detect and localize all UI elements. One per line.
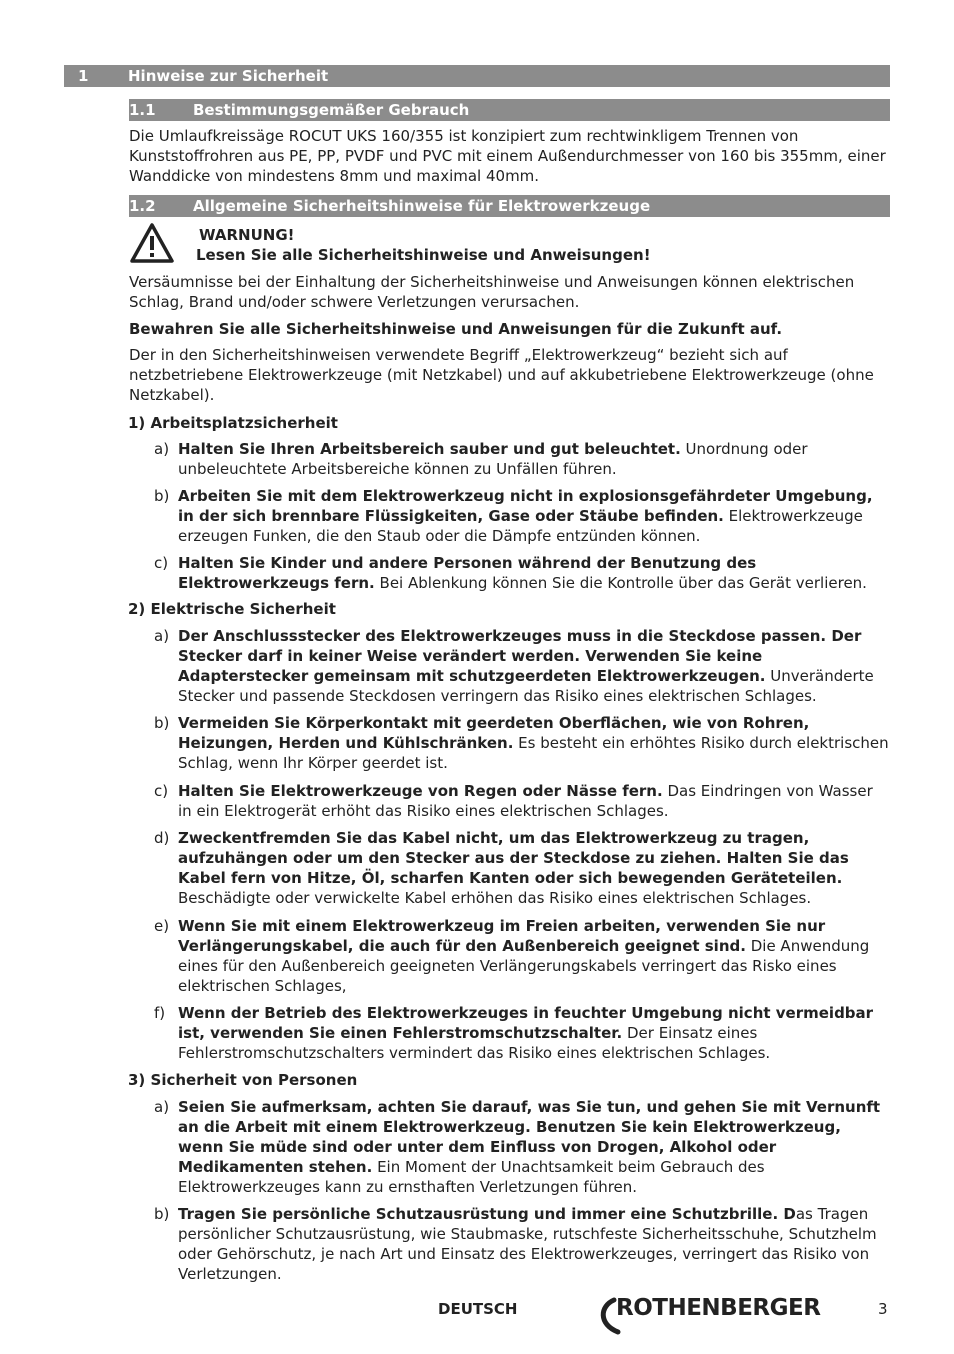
item-text: Unordnung oder unbeleuchtete Arbeitsbereiche können zu Unfällen führen. [178,440,808,478]
section-heading-1-1 [129,99,890,121]
group-heading-electrical: 2) Elektrische Sicherheit [128,600,336,618]
item-label: a) [154,627,170,645]
item-text: Bei Ablenkung können Sie die Kontrolle über das Gerät verlieren. [374,574,867,592]
footer-language: DEUTSCH [438,1300,518,1318]
group-heading-personal: 3) Sicherheit von Personen [128,1071,358,1089]
list-item [150,1097,890,1197]
item-label: d) [154,829,170,847]
warning-triangle-icon [129,222,175,264]
item-label: e) [154,917,170,935]
list-item [150,781,890,821]
item-bold: Tragen Sie persönliche Schutzausrüstung und immer eine Schutzbrille. D [178,1205,796,1223]
section-title: Bestimmungsgemäßer Gebrauch [193,101,470,119]
logo-wordmark: ROTHENBERGER [616,1295,821,1321]
definition-paragraph: Der in den Sicherheitshinweisen verwendete Begriff „Elektrowerkzeug“ bezieht sich auf netzbetriebene Elektrowerkzeuge (mit Netzkabel) und auf akkubetriebene Elektrowerkzeuge (ohne Netzkabel). [129,346,874,404]
section-heading-1-2 [129,195,890,217]
section-title: Hinweise zur Sicherheit [128,67,329,85]
item-text: as Tragen persönlicher Schutzausrüstung, wie Staubmaske, rutschfeste Sicherheitsschuhe, Schutzhelm oder Gehörschutz, je nach Art und Einsatz des Elektrowerkzeuges, verringert das Risiko von Verletzungen. [178,1205,877,1283]
item-label: b) [154,487,170,505]
section-number: 1.1 [129,101,156,119]
item-label: b) [154,1205,170,1223]
list-item [150,713,890,773]
section-number: 1.2 [129,197,156,215]
item-label: b) [154,714,170,732]
item-bold: Wenn der Betrieb des Elektrowerkzeuges in feuchter Umgebung nicht vermeidbar ist, verwenden Sie einen Fehlerstromschutzschalter. [178,1004,874,1042]
item-bold: Der Anschlussstecker des Elektrowerkzeuges muss in die Steckdose passen. Der Stecker darf in keiner Weise verändert werden. Verwenden Sie keine Adapterstecker gemeinsam mit schutzgeerdeten Elektrowerkzeugen. [178,627,862,685]
item-label: a) [154,1098,170,1116]
list-item [150,828,890,908]
item-bold: Seien Sie aufmerksam, achten Sie darauf, was Sie tun, und gehen Sie mit Vernunft an die Arbeit mit einem Elektrowerkzeug. Benutzen Sie kein Elektrowerkzeug, wenn Sie müde sind oder unter dem Einfluss von Drogen, Alkohol oder Medikamenten stehen. [178,1098,881,1176]
item-bold: Zweckentfremden Sie das Kabel nicht, um das Elektrowerkzeug zu tragen, aufzuhängen oder um den Stecker aus der Steckdose zu ziehen. Halten Sie das Kabel fern von Hitze, Öl, scharfen Kanten oder sich bewegenden Geräteteilen. [178,829,849,887]
item-bold: Halten Sie Ihren Arbeitsbereich sauber und gut beleuchtet. [178,440,681,458]
item-text: Es besteht ein erhöhtes Risiko durch elektrischen Schlag, wenn Ihr Körper geerdet ist. [178,734,889,772]
intended-use-text: Die Umlaufkreissäge ROCUT UKS 160/355 ist konzipiert zum rechtwinkligem Trennen von Kunststoffrohren aus PE, PP, PVDF und PVC mit einem Außendurchmesser von 160 bis 355mm, einer Wanddicke von mindestens 8mm und maximal 40mm. [129,127,886,185]
item-bold: Wenn Sie mit einem Elektrowerkzeug im Freien arbeiten, verwenden Sie nur Verlängerungskabel, die auch für den Außenbereich geeignet sind. [178,917,826,955]
keep-instructions-paragraph: Bewahren Sie alle Sicherheitshinweise und Anweisungen für die Zukunft auf. [129,320,783,338]
item-bold: Vermeiden Sie Körperkontakt mit geerdeten Oberflächen, wie von Rohren, Heizungen, Herden und Kühlschränken. [178,714,810,752]
item-text: Die Anwendung eines für den Außenbereich geeigneten Verlängerungskabels verringert das Risko eines elektrischen Schlages, [178,937,870,995]
page-number: 3 [878,1300,888,1318]
item-label: a) [154,440,170,458]
item-bold: Halten Sie Kinder und andere Personen während der Benutzung des Elektrowerkzeugs fern. [178,554,757,592]
warning-paragraph: Versäumnisse bei der Einhaltung der Sicherheitshinweise und Anweisungen können elektrischen Schlag, Brand und/oder schwere Verletzungen verursachen. [129,273,855,311]
item-text: Das Eindringen von Wasser in ein Elektrogerät erhöht das Risiko eines elektrischen Schlages. [178,782,873,820]
rothenberger-logo [596,1296,836,1336]
item-text: Beschädigte oder verwickelte Kabel erhöhen das Risiko eines elektrischen Schlages. [178,889,812,907]
group-heading-workplace: 1) Arbeitsplatzsicherheit [128,414,338,432]
section-title: Allgemeine Sicherheitshinweise für Elektrowerkzeuge [193,197,651,215]
list-item [150,1204,890,1284]
item-text: Ein Moment der Unachtsamkeit beim Gebrauch des Elektrowerkzeuges kann zu ernsthaften Verletzungen führen. [178,1158,765,1196]
section-number: 1 [78,67,89,85]
list-item [150,916,890,996]
warning-subtitle: Lesen Sie alle Sicherheitshinweise und Anweisungen! [196,246,651,264]
item-text: Unveränderte Stecker und passende Steckdosen verringern das Risiko eines elektrischen Schlages. [178,667,874,705]
list-item [150,439,890,479]
item-text: Der Einsatz eines Fehlerstromschutzschalters vermindert das Risiko eines elektrischen Schlages. [178,1024,771,1062]
item-label: c) [154,554,169,572]
item-bold: Halten Sie Elektrowerkzeuge von Regen oder Nässe fern. [178,782,663,800]
warning-title: WARNUNG! [199,226,295,244]
item-text: Elektrowerkzeuge erzeugen Funken, die den Staub oder die Dämpfe entzünden können. [178,507,863,545]
list-item [150,486,890,546]
list-item [150,1003,890,1063]
item-bold: Arbeiten Sie mit dem Elektrowerkzeug nicht in explosionsgefährdeter Umgebung, in der sich brennbare Flüssigkeiten, Gase oder Stäube befinden. [178,487,873,525]
list-item [150,553,890,593]
list-item [150,626,890,706]
item-label: f) [154,1004,166,1022]
section-heading-1 [64,65,890,87]
item-label: c) [154,782,169,800]
